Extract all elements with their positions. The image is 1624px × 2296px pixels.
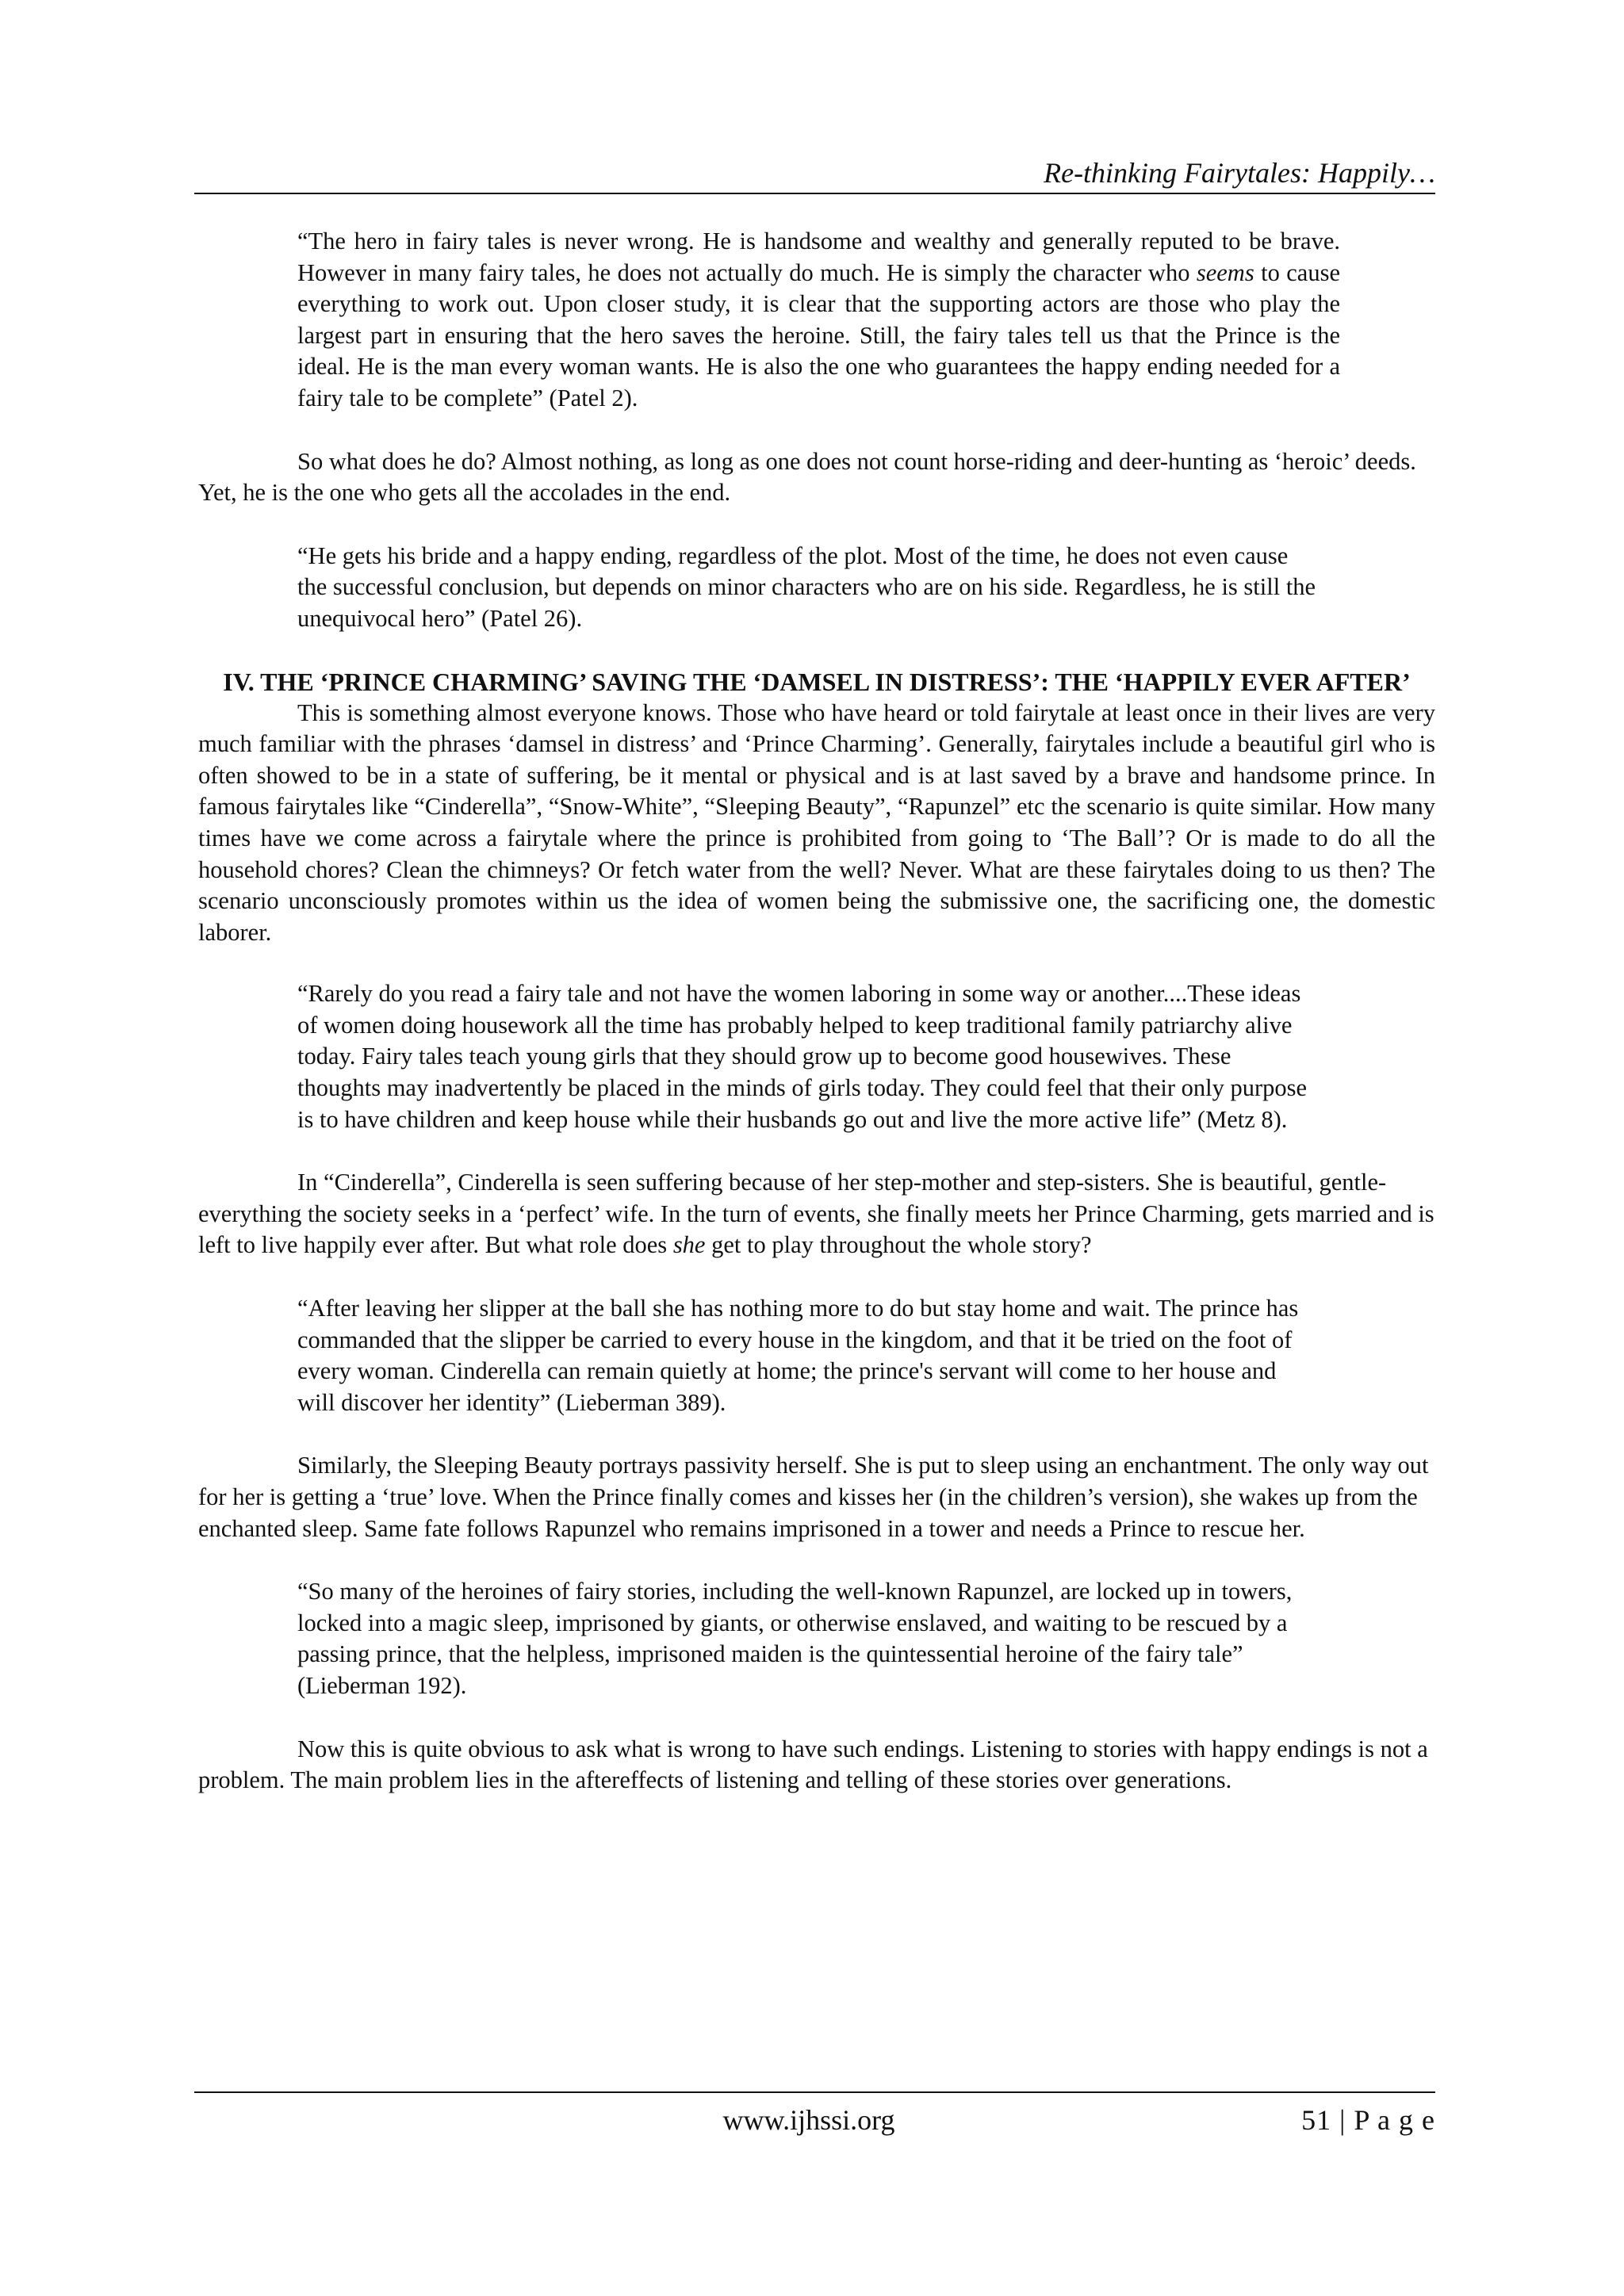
block-quote-lieberman-389: “After leaving her slipper at the ball she has nothing more to do but stay home and wait. The prince has commanded that the slipper be carried to every house in the kingdom, and that it be tried on the foot of every woman. Cinderella can remain quietly at home; the prince's servant will come to her house and will discover her identity” (Lieberman 389). (297, 1295, 1299, 1416)
footer-page-number: 51 | P a g e (1301, 2104, 1435, 2136)
paragraph-hero-deeds: So what does he do? Almost nothing, as long as one does not count horse-riding and deer-hunting as ‘heroic’ deeds. Yet, he is the one who gets all the accolades in the end. (198, 447, 1416, 507)
emphasis-she: she (672, 1231, 706, 1259)
footer-website-link[interactable]: www.ijhssi.org (722, 2104, 895, 2136)
running-header: Re-thinking Fairytales: Happily… (1044, 157, 1435, 189)
block-quote-metz-8: “Rarely do you read a fairy tale and not have the women laboring in some way or another....These ideas of women doing housework all the time has probably helped to keep traditional family patriarchy alive today. Fairy tales teach young girls that they should grow up to become good housewives. These thoughts may inadvertently be placed in the minds of girls today. They could feel that their only purpose is to have children and keep house while their husbands go out and live the more active life” (Metz 8). (297, 980, 1308, 1133)
emphasis-seems: seems (1196, 258, 1254, 286)
article-body (198, 226, 1435, 1828)
block-quote-patel-2: “The hero in fairy tales is never wrong. He is handsome and wealthy and generally reputed to be brave. However in many fairy tales, he does not actually do much. He is simply the character who seems to cause everything to work out. Upon closer study, it is clear that the supporting actors are those who play the largest part in ensuring that the hero saves the heroine. Still, the fairy tales tell us that the Prince is the ideal. He is the man every woman wants. He is also the one who guarantees the happy ending needed for a fairy tale to be complete” (Patel 2). (297, 228, 1340, 411)
paragraph-section-intro: This is something almost everyone knows. Those who have heard or told fairytale at least once in their lives are very much familiar with the phrases ‘damsel in distress’ and ‘Prince Charming’. Generally, fairytales include a beautiful girl who is often showed to be in a state of suffering, be it mental or physical and is at last saved by a brave and handsome prince. In famous fairytales like “Cinderella”, “Snow-White”, “Sleeping Beauty”, “Rapunzel” etc the scenario is quite similar. How many times have we come across a fairytale where the prince is prohibited from going to ‘The Ball’? Or is made to do all the household chores? Clean the chimneys? Or fetch water from the well? Never. What are these fairytales doing to us then? The scenario unconsciously promotes within us the idea of women being the submissive one, the sacrificing one, the domestic laborer. (198, 698, 1435, 946)
footer-rule (194, 2091, 1435, 2093)
paragraph-sleeping-beauty: Similarly, the Sleeping Beauty portrays passivity herself. She is put to sleep using an enchantment. The only way out for her is getting a ‘true’ love. When the Prince finally comes and kisses her (in the children’s version), she wakes up from the enchanted sleep. Same fate follows Rapunzel who remains imprisoned in a tower and needs a Prince to rescue her. (198, 1452, 1429, 1542)
header-rule (194, 193, 1435, 194)
paragraph-happy-endings: Now this is quite obvious to ask what is wrong to have such endings. Listening to stories with happy endings is not a problem. The main problem lies in the aftereffects of listening and telling of these stories over generations. (198, 1735, 1428, 1794)
block-quote-lieberman-192: “So many of the heroines of fairy stories, including the well-known Rapunzel, are locked up in towers, locked into a magic sleep, imprisoned by giants, or otherwise enslaved, and waiting to be rescued by a passing prince, that the helpless, imprisoned maiden is the quintessential heroine of the fairy tale” (Lieberman 192). (297, 1578, 1293, 1699)
block-quote-patel-26: “He gets his bride and a happy ending, regardless of the plot. Most of the time, he does not even cause the successful conclusion, but depends on minor characters who are on his side. Regardless, he is still the unequivocal hero” (Patel 26). (297, 541, 1316, 632)
paragraph-cinderella: In “Cinderella”, Cinderella is seen suffering because of her step-mother and step-sisters. She is beautiful, gentle- everything the society seeks in a ‘perfect’ wife. In the turn of events, she finally meets her Prince Charming, gets married and is left to live happily ever after. But what role does she get to play throughout the whole story? (198, 1169, 1434, 1259)
section-heading: IV. THE ‘PRINCE CHARMING’ SAVING THE ‘DAMSEL IN DISTRESS’: THE ‘HAPPILY EVER AFTER’ (223, 667, 1411, 696)
